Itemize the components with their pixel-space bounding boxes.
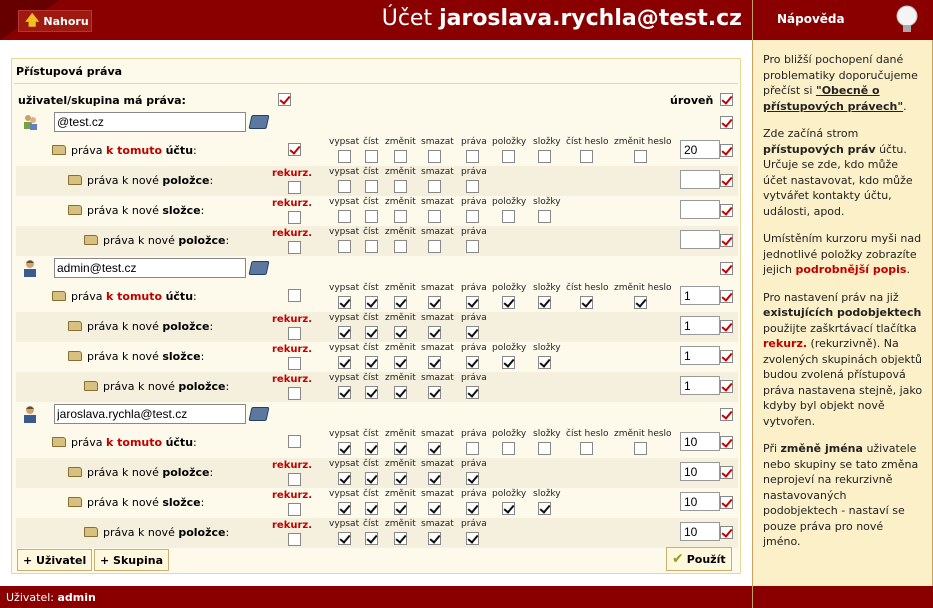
perm-label-zmenit: změnit <box>385 283 416 293</box>
perm-checkbox-cist[interactable] <box>365 150 378 163</box>
add-user-button[interactable]: + Uživatel <box>17 549 92 571</box>
perm-checkbox-prava[interactable] <box>466 296 479 309</box>
perm-checkbox-cist-heslo[interactable] <box>580 150 593 163</box>
rights-row-sub-item <box>16 226 738 256</box>
perm-checkbox-slozky[interactable] <box>538 442 551 455</box>
perm-label-smazat: smazat <box>421 167 454 177</box>
perm-checkbox-smazat[interactable] <box>428 502 441 515</box>
perm-checkbox-polozky[interactable] <box>502 356 515 369</box>
perm-label-slozky: složky <box>533 489 561 499</box>
perm-label-smazat: smazat <box>421 197 454 207</box>
perm-label-zmenit-heslo: změnit heslo <box>614 429 672 439</box>
perm-checkbox-zmenit[interactable] <box>394 442 407 455</box>
perm-label-cist: číst <box>363 283 379 293</box>
level-input[interactable] <box>680 286 720 305</box>
level-checkbox[interactable] <box>720 174 733 187</box>
folder-icon <box>68 205 82 215</box>
rights-row-folder-item <box>16 458 738 488</box>
level-checkbox[interactable] <box>720 320 733 333</box>
perm-checkbox-cist[interactable] <box>365 356 378 369</box>
help-title: Nápověda <box>777 12 845 26</box>
perm-checkbox-prava[interactable] <box>466 326 479 339</box>
recursive-checkbox[interactable] <box>288 289 301 302</box>
level-header: úroveň <box>670 94 714 107</box>
header-recursive-checkbox[interactable] <box>278 93 291 106</box>
perm-checkbox-smazat[interactable] <box>428 180 441 193</box>
perm-label-cist: číst <box>363 459 379 469</box>
perm-label-vypsat: vypsat <box>329 429 360 439</box>
level-checkbox[interactable] <box>720 350 733 363</box>
perm-checkbox-polozky[interactable] <box>502 296 515 309</box>
perm-label-zmenit: změnit <box>385 429 416 439</box>
perm-checkbox-cist[interactable] <box>365 502 378 515</box>
perm-label-smazat: smazat <box>421 343 454 353</box>
recursive-label: rekurz. <box>272 344 313 355</box>
folder-icon <box>52 437 66 447</box>
rights-row-label: práva k nové složce: <box>68 204 204 217</box>
up-button[interactable] <box>18 10 92 32</box>
perm-label-slozky: složky <box>533 197 561 207</box>
perm-label-vypsat: vypsat <box>329 283 360 293</box>
perm-label-prava: práva <box>461 343 487 353</box>
perm-checkbox-vypsat[interactable] <box>338 356 351 369</box>
perm-label-prava: práva <box>461 459 487 469</box>
perm-label-vypsat: vypsat <box>329 227 360 237</box>
perm-checkbox-smazat[interactable] <box>428 240 441 253</box>
recursive-checkbox[interactable] <box>288 211 301 224</box>
perm-label-zmenit: změnit <box>385 197 416 207</box>
folder-icon <box>52 145 66 155</box>
perm-checkbox-polozky[interactable] <box>502 150 515 163</box>
perm-checkbox-cist-heslo[interactable] <box>580 296 593 309</box>
perm-label-prava: práva <box>461 373 487 383</box>
perm-checkbox-vypsat[interactable] <box>338 472 351 485</box>
help-pane: Pro bližší pochopení dané problematiky doporučujeme přečíst si "Obecně o přístupových právech". Zde začíná strom přístupových práv účtu. Určuje se zde, kdo může účet nastavovat, kdo může vytvářet kontakty účtu, události, apod. Umístěním kurzoru myši nad jednotlivé položky zobrazíte jejich podrobnější popis. Pro nastavení práv na již existujících podobjektech použijte zaškrtávací tlačítka rekurz. (rekurzivně). Na zvolených skupinách objektů budou zvolená přístupová práva nastavena stejně, jako kdyby byl objekt nově vytvořen. Při změně jména uživatele nebo skupiny se tato změna neprojeví na rekurzivně nastavovaných podobjektech - nastaví se pouze práva pro nové jméno. <box>752 40 933 586</box>
perm-label-prava: práva <box>461 197 487 207</box>
recursive-label: rekurz. <box>272 198 313 209</box>
perm-checkbox-cist[interactable] <box>365 472 378 485</box>
perm-checkbox-smazat[interactable] <box>428 296 441 309</box>
perm-checkbox-zmenit-heslo[interactable] <box>634 442 647 455</box>
recursive-label: rekurz. <box>272 314 313 325</box>
folder-icon <box>68 175 82 185</box>
recursive-checkbox[interactable] <box>288 327 301 340</box>
perm-checkbox-polozky[interactable] <box>502 502 515 515</box>
perm-checkbox-zmenit[interactable] <box>394 472 407 485</box>
recursive-label: rekurz. <box>272 168 313 179</box>
perm-label-cist: číst <box>363 343 379 353</box>
perm-label-prava: práva <box>461 429 487 439</box>
perm-label-polozky: položky <box>492 197 527 207</box>
user-name-input[interactable] <box>54 404 246 424</box>
perm-checkbox-smazat[interactable] <box>428 356 441 369</box>
user-icon <box>22 259 38 277</box>
perm-checkbox-zmenit[interactable] <box>394 150 407 163</box>
perm-label-smazat: smazat <box>421 459 454 469</box>
perm-label-cist: číst <box>363 197 379 207</box>
perm-label-prava: práva <box>461 283 487 293</box>
perm-checkbox-zmenit[interactable] <box>394 356 407 369</box>
folder-icon <box>84 235 98 245</box>
perm-label-cist-heslo: číst heslo <box>566 429 609 439</box>
rights-row-folder <box>16 488 738 518</box>
arrow-up-icon: 🡅 <box>25 13 40 29</box>
perm-label-cist: číst <box>363 167 379 177</box>
recursive-checkbox[interactable] <box>288 357 301 370</box>
perm-checkbox-vypsat[interactable] <box>338 386 351 399</box>
perm-label-vypsat: vypsat <box>329 167 360 177</box>
folder-icon <box>68 321 82 331</box>
recursive-label: rekurz. <box>272 228 313 239</box>
perm-label-zmenit-heslo: změnit heslo <box>614 283 672 293</box>
level-checkbox[interactable] <box>720 234 733 247</box>
perm-checkbox-cist[interactable] <box>365 532 378 545</box>
panel-title: Přístupová práva <box>16 65 123 78</box>
perm-label-prava: práva <box>461 489 487 499</box>
rights-row-label: práva k nové položce: <box>68 174 213 187</box>
perm-label-vypsat: vypsat <box>329 313 360 323</box>
address-book-icon[interactable] <box>249 115 270 129</box>
level-input[interactable] <box>680 170 720 189</box>
user-name-input[interactable] <box>54 258 246 278</box>
user-level-checkbox[interactable] <box>720 262 733 275</box>
rights-row-folder-item <box>16 312 738 342</box>
recursive-checkbox[interactable] <box>288 181 301 194</box>
perm-checkbox-zmenit[interactable] <box>394 240 407 253</box>
check-icon: ✔ <box>672 551 684 567</box>
perm-checkbox-cist-heslo[interactable] <box>580 442 593 455</box>
perm-checkbox-zmenit[interactable] <box>394 296 407 309</box>
top-bar <box>0 0 752 40</box>
level-checkbox[interactable] <box>720 204 733 217</box>
perm-label-vypsat: vypsat <box>329 489 360 499</box>
perm-checkbox-slozky[interactable] <box>538 210 551 223</box>
perm-checkbox-vypsat[interactable] <box>338 296 351 309</box>
level-input[interactable] <box>680 140 720 159</box>
help-header <box>752 0 933 40</box>
perm-label-smazat: smazat <box>421 519 454 529</box>
rights-row-folder-item <box>16 166 738 196</box>
rights-row-label: práva k tomuto účtu: <box>52 436 197 449</box>
rights-row-folder <box>16 196 738 226</box>
help-link[interactable]: "Obecně o přístupových právech" <box>763 84 904 113</box>
table-header <box>16 92 738 110</box>
perm-label-smazat: smazat <box>421 137 454 147</box>
level-input[interactable] <box>680 432 720 451</box>
perm-checkbox-prava[interactable] <box>466 442 479 455</box>
rights-row-label: práva k nové položce: <box>68 466 213 479</box>
perm-checkbox-zmenit[interactable] <box>394 502 407 515</box>
perm-checkbox-vypsat[interactable] <box>338 532 351 545</box>
perm-label-vypsat: vypsat <box>329 343 360 353</box>
perm-label-vypsat: vypsat <box>329 137 360 147</box>
perm-checkbox-cist[interactable] <box>365 240 378 253</box>
perm-label-cist: číst <box>363 137 379 147</box>
folder-icon <box>52 291 66 301</box>
perm-checkbox-zmenit[interactable] <box>394 386 407 399</box>
perm-checkbox-cist[interactable] <box>365 386 378 399</box>
perm-label-zmenit: změnit <box>385 167 416 177</box>
address-book-icon[interactable] <box>249 261 270 275</box>
perm-label-cist: číst <box>363 429 379 439</box>
perm-label-polozky: položky <box>492 343 527 353</box>
perm-label-smazat: smazat <box>421 283 454 293</box>
header-label: uživatel/skupina má práva: <box>18 94 186 107</box>
perm-label-polozky: položky <box>492 283 527 293</box>
up-button-label: Nahoru <box>43 14 89 28</box>
perm-checkbox-smazat[interactable] <box>428 472 441 485</box>
address-book-icon[interactable] <box>249 407 270 421</box>
perm-checkbox-slozky[interactable] <box>538 296 551 309</box>
perm-label-slozky: složky <box>533 137 561 147</box>
perm-checkbox-cist[interactable] <box>365 326 378 339</box>
rights-row-account <box>16 136 738 166</box>
perm-label-cist: číst <box>363 227 379 237</box>
perm-label-cist-heslo: číst heslo <box>566 137 609 147</box>
level-input[interactable] <box>680 200 720 219</box>
rights-row-folder <box>16 342 738 372</box>
perm-label-cist: číst <box>363 519 379 529</box>
rights-row-label: práva k nové složce: <box>68 496 204 509</box>
perm-checkbox-prava[interactable] <box>466 502 479 515</box>
user-row <box>16 256 738 282</box>
perm-checkbox-vypsat[interactable] <box>338 180 351 193</box>
level-checkbox[interactable] <box>720 380 733 393</box>
perm-checkbox-smazat[interactable] <box>428 150 441 163</box>
rights-row-sub-item <box>16 518 738 548</box>
perm-checkbox-cist[interactable] <box>365 296 378 309</box>
perm-checkbox-vypsat[interactable] <box>338 502 351 515</box>
perm-label-prava: práva <box>461 167 487 177</box>
level-input[interactable] <box>680 462 720 481</box>
level-input[interactable] <box>680 230 720 249</box>
level-input[interactable] <box>680 376 720 395</box>
perm-label-smazat: smazat <box>421 429 454 439</box>
rights-row-label: práva k nové položce: <box>68 320 213 333</box>
perm-checkbox-smazat[interactable] <box>428 386 441 399</box>
recursive-checkbox[interactable] <box>288 503 301 516</box>
recursive-checkbox[interactable] <box>288 435 301 448</box>
recursive-checkbox[interactable] <box>288 473 301 486</box>
user-level-checkbox[interactable] <box>720 116 733 129</box>
add-group-button[interactable]: + Skupina <box>94 549 169 571</box>
level-checkbox[interactable] <box>720 144 733 157</box>
perm-checkbox-cist[interactable] <box>365 210 378 223</box>
folder-icon <box>84 381 98 391</box>
perm-checkbox-prava[interactable] <box>466 180 479 193</box>
perm-label-cist: číst <box>363 373 379 383</box>
level-input[interactable] <box>680 492 720 511</box>
level-checkbox[interactable] <box>720 496 733 509</box>
perm-label-smazat: smazat <box>421 313 454 323</box>
perm-label-smazat: smazat <box>421 227 454 237</box>
recursive-checkbox[interactable] <box>288 143 301 156</box>
perm-checkbox-vypsat[interactable] <box>338 442 351 455</box>
perm-checkbox-zmenit-heslo[interactable] <box>634 296 647 309</box>
perm-label-cist: číst <box>363 489 379 499</box>
perm-checkbox-slozky[interactable] <box>538 356 551 369</box>
header-level-checkbox[interactable] <box>720 93 733 106</box>
perm-label-slozky: složky <box>533 343 561 353</box>
perm-label-zmenit: změnit <box>385 373 416 383</box>
perm-checkbox-cist[interactable] <box>365 180 378 193</box>
perm-checkbox-prava[interactable] <box>466 240 479 253</box>
perm-label-polozky: položky <box>492 137 527 147</box>
rights-row-account <box>16 282 738 312</box>
perm-checkbox-polozky[interactable] <box>502 442 515 455</box>
recursive-checkbox[interactable] <box>288 387 301 400</box>
perm-label-zmenit: změnit <box>385 227 416 237</box>
perm-checkbox-smazat[interactable] <box>428 532 441 545</box>
perm-label-zmenit: změnit <box>385 313 416 323</box>
perm-checkbox-vypsat[interactable] <box>338 326 351 339</box>
perm-label-vypsat: vypsat <box>329 459 360 469</box>
perm-label-prava: práva <box>461 137 487 147</box>
folder-icon <box>68 497 82 507</box>
level-checkbox[interactable] <box>720 526 733 539</box>
perm-checkbox-prava[interactable] <box>466 472 479 485</box>
rights-row-label: práva k tomuto účtu: <box>52 144 197 157</box>
perm-checkbox-prava[interactable] <box>466 150 479 163</box>
perm-label-prava: práva <box>461 313 487 323</box>
perm-checkbox-zmenit[interactable] <box>394 210 407 223</box>
perm-label-prava: práva <box>461 227 487 237</box>
light-bulb-icon <box>893 4 921 36</box>
rights-row-label: práva k nové položce: <box>84 380 229 393</box>
folder-icon <box>84 527 98 537</box>
perm-label-smazat: smazat <box>421 373 454 383</box>
perm-label-zmenit: změnit <box>385 489 416 499</box>
rights-row-label: práva k nové položce: <box>84 234 229 247</box>
recursive-label: rekurz. <box>272 520 313 531</box>
level-checkbox[interactable] <box>720 290 733 303</box>
folder-icon <box>68 467 82 477</box>
perm-label-vypsat: vypsat <box>329 197 360 207</box>
perm-label-zmenit: změnit <box>385 137 416 147</box>
perm-label-polozky: položky <box>492 429 527 439</box>
perm-checkbox-prava[interactable] <box>466 356 479 369</box>
perm-checkbox-zmenit[interactable] <box>394 326 407 339</box>
account-name: jaroslava.rychla@test.cz <box>439 6 742 31</box>
apply-button[interactable]: ✔ Použít <box>666 547 732 571</box>
user-level-checkbox[interactable] <box>720 408 733 421</box>
perm-checkbox-smazat[interactable] <box>428 442 441 455</box>
perm-label-zmenit: změnit <box>385 459 416 469</box>
user-row <box>16 110 738 136</box>
perm-label-zmenit-heslo: změnit heslo <box>614 137 672 147</box>
rights-row-account <box>16 428 738 458</box>
level-input[interactable] <box>680 346 720 365</box>
perm-label-slozky: složky <box>533 283 561 293</box>
perm-checkbox-polozky[interactable] <box>502 210 515 223</box>
perm-label-prava: práva <box>461 519 487 529</box>
level-checkbox[interactable] <box>720 436 733 449</box>
perm-checkbox-prava[interactable] <box>466 386 479 399</box>
level-input[interactable] <box>680 316 720 335</box>
perm-label-vypsat: vypsat <box>329 519 360 529</box>
level-input[interactable] <box>680 522 720 541</box>
perm-label-slozky: složky <box>533 429 561 439</box>
perm-label-vypsat: vypsat <box>329 373 360 383</box>
perm-checkbox-slozky[interactable] <box>538 150 551 163</box>
rights-row-sub-item <box>16 372 738 402</box>
perm-checkbox-vypsat[interactable] <box>338 210 351 223</box>
perm-checkbox-prava[interactable] <box>466 532 479 545</box>
perm-label-polozky: položky <box>492 489 527 499</box>
permissions-panel <box>11 58 741 574</box>
perm-label-zmenit: změnit <box>385 343 416 353</box>
level-checkbox[interactable] <box>720 466 733 479</box>
perm-checkbox-cist[interactable] <box>365 442 378 455</box>
recursive-label: rekurz. <box>272 374 313 385</box>
perm-label-cist: číst <box>363 313 379 323</box>
perm-checkbox-vypsat[interactable] <box>338 150 351 163</box>
rights-row-label: práva k nové položce: <box>84 526 229 539</box>
recursive-checkbox[interactable] <box>288 241 301 254</box>
user-row <box>16 402 738 428</box>
user-name-input[interactable] <box>54 112 246 132</box>
footer: Uživatel: admin <box>0 586 933 608</box>
rights-row-label: práva k nové složce: <box>68 350 204 363</box>
recursive-checkbox[interactable] <box>288 533 301 546</box>
perm-label-cist-heslo: číst heslo <box>566 283 609 293</box>
perm-checkbox-prava[interactable] <box>466 210 479 223</box>
user-icon <box>22 405 38 423</box>
perm-checkbox-smazat[interactable] <box>428 326 441 339</box>
perm-checkbox-zmenit[interactable] <box>394 532 407 545</box>
folder-icon <box>68 351 82 361</box>
recursive-label: rekurz. <box>272 490 313 501</box>
recursive-label: rekurz. <box>272 460 313 471</box>
perm-checkbox-vypsat[interactable] <box>338 240 351 253</box>
perm-checkbox-slozky[interactable] <box>538 502 551 515</box>
rights-row-label: práva k tomuto účtu: <box>52 290 197 303</box>
page-title: Účet jaroslava.rychla@test.cz <box>381 6 742 31</box>
perm-checkbox-zmenit-heslo[interactable] <box>634 150 647 163</box>
perm-label-zmenit: změnit <box>385 519 416 529</box>
perm-checkbox-zmenit[interactable] <box>394 180 407 193</box>
perm-checkbox-smazat[interactable] <box>428 210 441 223</box>
perm-label-smazat: smazat <box>421 489 454 499</box>
footer-user: admin <box>57 591 96 604</box>
group-icon <box>22 113 38 131</box>
